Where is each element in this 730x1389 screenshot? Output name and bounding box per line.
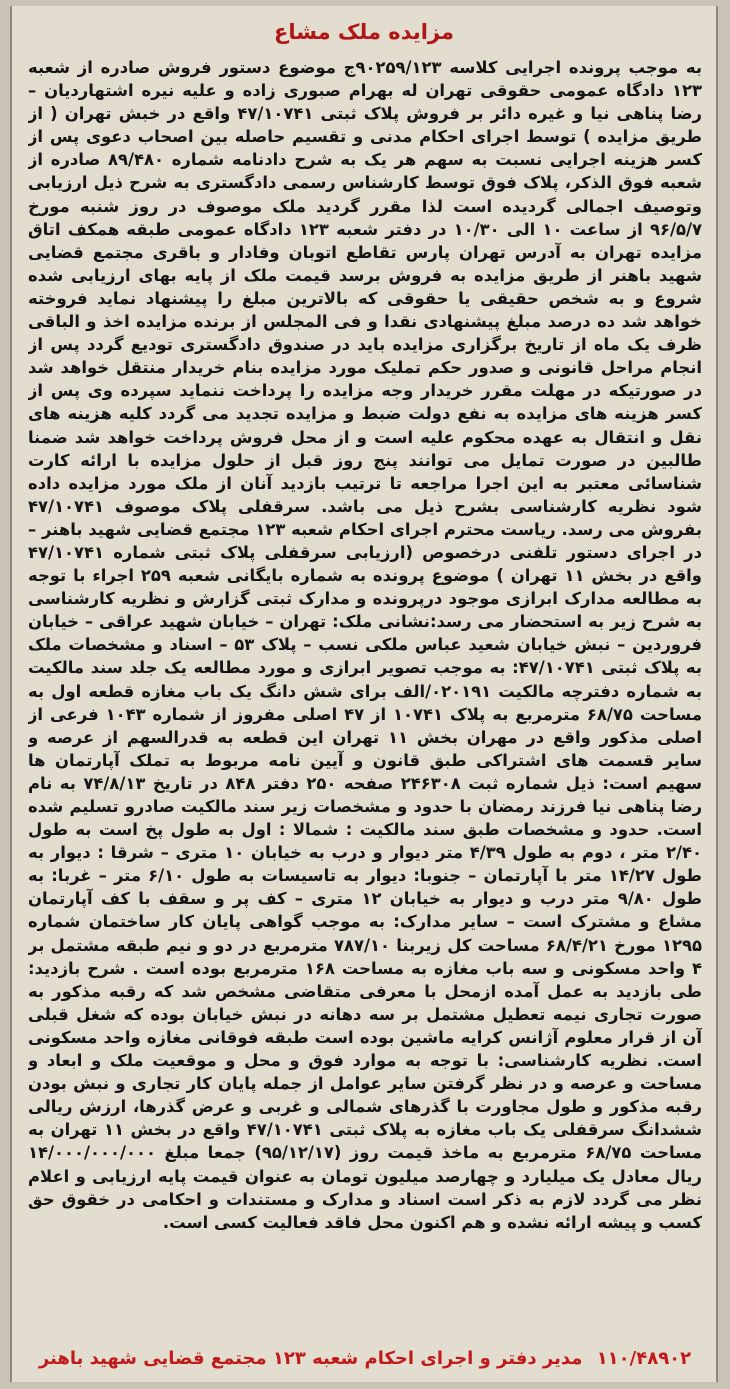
notice-title: مزایده ملک مشاع: [274, 20, 454, 44]
notice-code: ۱۱۰/۴۸۹۰۲: [596, 1348, 692, 1369]
newspaper-clipping: [10, 6, 718, 1382]
notice-body: به موجب پرونده اجرایی کلاسه ۹۰۲۵۹/۱۲۳ج موضوع دستور فروش صادره از شعبه ۱۲۳ دادگاه عمومی حقوقی تهران له بهرام صبوری زاده و علیه نیره اشتهاردیان – رضا پناهی نیا و غیره دائر بر فروش پلاک ثبتی ۴۷/۱۰۷۴۱ واقع در خبش تهران ( از طریق مزایده ) توسط اجرای احکام مدنی و تقسیم حاصله بین اصحاب دعوی پس از کسر هزینه اجرایی نسبت به سهم هر یک به شرح دادنامه شماره ۸۹/۴۸۰ صادره از شعبه فوق الذکر، پلاک فوق توسط کارشناس رسمی دادگستری به شرح ذیل ارزیابی وتوصیف اجمالی گردیده است لذا مقرر گردید ملک موصوف در روز شنبه مورخ ۹۶/۵/۷ از ساعت ۱۰ الی ۱۰/۳۰ در دفتر شعبه ۱۲۳ دادگاه عمومی طبقه همکف اتاق مزایده تهران به آدرس تهران پارس تقاطع اتوبان وفادار و باقری مجتمع قضایی شهید باهنر از طریق مزایده به فروش برسد قیمت ملک از پایه بهای ارزیابی شده شروع و به شخص حقیقی یا حقوقی که بالاترین مبلغ را پیشنهاد نماید فروخته خواهد شد ده درصد مبلغ پیشنهادی نقدا و فی المجلس از برنده مزایده اخذ و الباقی ظرف یک ماه از تاریخ برگزاری مزایده باید در صندوق دادگستری تودیع گردد پس از انجام مراحل قانونی و صدور حکم تملیک مورد مزایده بنام خریدار منتقل خواهد شد در صورتیکه در مهلت مقرر خریدار وجه مزایده را پرداخت ننماید سپرده وی پس از کسر هزینه های مزایده به نفع دولت ضبط و مزایده تجدید می گردد کلیه هزینه های نقل و انتقال به عهده محکوم علیه است و از محل فروش پرداخت خواهد شد ضمنا طالبین در صورت تمایل می توانند پنج روز قبل از حلول مزایده با ارائه کارت شناسائی معتبر به این اجرا مراجعه تا ترتیب بازدید آنان از ملک مورد مزایده داده شود نظریه کارشناسی بشرح ذیل می باشد. سرقفلی پلاک موصوف ۴۷/۱۰۷۴۱ بفروش می رسد. ریاست محترم اجرای احکام شعبه ۱۲۳ مجتمع قضایی شهید باهنر – در اجرای دستور تلفنی درخصوص (ارزیابی سرقفلی پلاک ثبتی شماره ۴۷/۱۰۷۴۱ واقع در بخش ۱۱ تهران ) موضوع پرونده به شماره بایگانی شعبه ۲۵۹ اجراء با توجه به مطالعه مدارک ابرازی موجود درپرونده و مدارک ثبتی گزارش و نظریه کارشناسی به شرح زیر به استحضار می رسد:نشانی ملک: تهران – خیابان شهید عراقی – خیابان فروردین – نبش خیابان شعید عباس ملکی نسب – پلاک ۵۳ – اسناد و مشخصات ملک به پلاک ثبتی ۴۷/۱۰۷۴۱: به موجب تصویر ابرازی و مورد مطالعه یک جلد سند مالکیت به شماره دفترچه مالکیت ۰۲۰۱۹۱/الف برای شش دانگ یک باب مغازه قطعه اول به مساحت ۶۸/۷۵ مترمربع به پلاک ۱۰۷۴۱ از ۴۷ اصلی مفروز از شماره ۱۰۴۳ فرعی از اصلی مذکور واقع در مهران بخش ۱۱ تهران این قطعه به قدرالسهم از عرصه و سایر قسمت های اشتراکی طبق قانون و آیین نامه مربوط به تملک آپارتمان ها سهیم است: ذیل شماره ثبت ۲۴۶۳۰۸ صفحه ۲۵۰ دفتر ۸۴۸ در تاریخ ۷۴/۸/۱۳ به نام رضا پناهی نیا فرزند رمضان با حدود و مشخصات زیر سند مالکیت صادرو تسلیم شده است. حدود و مشخصات طبق سند مالکیت : شمالا : اول به طول پخ است به طول ۲/۴۰ متر ، دوم به طول ۴/۳۹ متر دیوار و درب به خیابان ۱۰ متری – شرقا : دیوار به طول ۱۴/۲۷ متر با آپارتمان – جنوبا: دیوار به تاسیسات به طول ۶/۱۰ متر – غربا: به طول ۹/۸۰ متر درب و دیوار به خیابان ۱۲ متری – کف پر و سقف با کف آپارتمان مشاع و مشترک است – سایر مدارک: به موجب گواهی پایان کار ساختمان شماره ۱۲۹۵ مورخ ۶۸/۴/۲۱ مساحت کل زیربنا ۷۸۷/۱۰ مترمربع در دو و نیم طبقه مشتمل بر ۴ واحد مسکونی و سه باب مغازه به مساحت ۱۶۸ مترمربع بوده است . شرح بازدید: طی بازدید به عمل آمده ازمحل با معرفی متقاضی مشخص شد که رقبه مذکور به صورت تجاری نیمه تعطیل مشتمل بر سه دهانه در نبش خیابان بوده که شغل قبلی آن از قرار معلوم آژانس کرایه ماشین بوده است طبقه فوقانی مغازه واحد مسکونی است. نظریه کارشناسی: با توجه به موارد فوق و محل و موقعیت ملک و ابعاد و مساحت و عرصه و در نظر گرفتن سایر عوامل از جمله پایان کار تجاری و نبش بودن رقبه مذکور و طول مجاورت با گذرهای شمالی و غربی و عرض گذرها، ارزش ریالی ششدانگ سرقفلی یک باب مغازه به پلاک ثبتی ۴۷/۱۰۷۴۱ واقع در بخش ۱۱ تهران به مساحت ۶۸/۷۵ مترمربع به ماخذ قیمت روز (۹۵/۱۲/۱۷) جمعا مبلغ ۱۴/۰۰۰/۰۰۰/۰۰۰ ریال معادل یک میلیارد و چهارصد میلیون تومان به عنوان قیمت پایه ارزیابی و اعلام نظر می گردد لازم به ذکر است اسناد و مدارک و مستندات و احکامی در خقوق حق کسب و پیشه ارائه نشده و هم اکنون محل فاقد فعالیت کسی است.: [28, 58, 702, 1232]
notice-footer: [28, 1348, 702, 1369]
notice-signature: مدیر دفتر و اجرای احکام شعبه ۱۲۳ مجتمع قضایی شهید باهنر: [38, 1348, 583, 1369]
